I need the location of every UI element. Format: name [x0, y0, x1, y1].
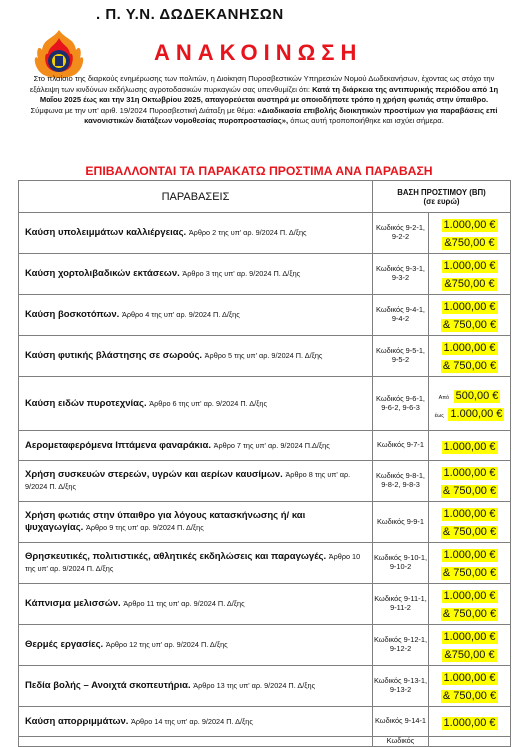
fine-cell	[429, 461, 511, 502]
intro-p2-bold: «Διαδικασία επιβολής διοικητικών προστίμων για παραβάσεις επί κανονιστικών διατάξεων νομοθεσίας πυροπροστασίας»,	[84, 105, 498, 126]
fines-headline: ΕΠΙΒΑΛΛΟΝΤΑΙ ΤΑ ΠΑΡΑΚΑΤΩ ΠΡΟΣΤΙΜΑ ΑΝΑ ΠΑΡΑΒΑΣΗ	[85, 164, 433, 178]
violation-cell	[19, 666, 373, 707]
agency-title: . Π. Υ.Ν. ΔΩΔΕΚΑΝΗΣΩΝ	[96, 6, 284, 23]
fine-amount-secondary: & 750,00 €	[442, 485, 497, 497]
table-row	[19, 461, 511, 502]
table-row	[19, 625, 511, 666]
violation-code: Κωδικός 9-3-1, 9-3-2	[373, 254, 429, 295]
violation-article: Άρθρο 14 της υπ' αρ. 9/2024 Π. Δ/ξης	[131, 716, 253, 726]
violation-cell	[19, 213, 373, 254]
table-row	[19, 431, 511, 461]
fines-table	[18, 180, 511, 747]
table-row	[19, 336, 511, 377]
violation-name: Καύση ειδών πυροτεχνίας.	[25, 397, 147, 409]
violation-name: Καύση απορριμμάτων.	[25, 715, 129, 727]
col-base-unit: (σε ευρώ)	[423, 196, 460, 206]
violation-cell	[19, 707, 373, 737]
violation-name: Καύση βοσκοτόπων.	[25, 309, 120, 320]
fine-amount-primary: 1.000,00 €	[443, 631, 496, 643]
col-base-header	[373, 181, 511, 213]
fine-amount-secondary: & 750,00 €	[442, 319, 497, 331]
fine-cell	[429, 666, 511, 707]
violation-article: Άρθρο 8 της υπ' αρ. 9/2024 Π. Δ/ξης	[25, 470, 351, 491]
fine-cell	[429, 295, 511, 336]
table-row	[19, 213, 511, 254]
violation-cell	[19, 737, 373, 747]
fine-amount-primary: 1.000,00 €	[443, 467, 496, 479]
announcement-title: ΑΝΑΚΟΙΝΩΣΗ	[154, 40, 363, 65]
violation-name: Χρήση φωτιάς στην ύπαιθρο για λόγους κατασκήνωσης ή/ και ψυχαγωγίας.	[25, 510, 306, 533]
fine-to-label: έως	[434, 412, 444, 419]
violation-article: Άρθρο 11 της υπ' αρ. 9/2024 Π. Δ/ξης	[123, 599, 245, 608]
fine-amount-secondary: & 750,00 €	[442, 567, 497, 579]
fine-amount-primary: 1.000,00 €	[443, 508, 496, 520]
fine-cell	[429, 431, 511, 461]
violation-article: Άρθρο 7 της υπ' αρ. 9/2024 Π.Δ/ξης	[213, 440, 330, 450]
violation-cell	[19, 543, 373, 584]
violation-name: Χρήση συσκευών στερεών, υγρών και αερίων καυσίμων.	[25, 469, 283, 480]
fine-cell	[429, 625, 511, 666]
violation-article: Άρθρο 9 της υπ' αρ. 9/2024 Π. Δ/ξης	[85, 523, 204, 532]
fine-amount-primary: 1.000,00 €	[443, 260, 496, 272]
fine-amount-primary: 1.000,00 €	[443, 672, 496, 684]
violation-article: Άρθρο 13 της υπ' αρ. 9/2024 Π. Δ/ξης	[193, 681, 316, 690]
violation-cell	[19, 336, 373, 377]
fine-cell	[429, 213, 511, 254]
violation-article: Άρθρο 4 της υπ' αρ. 9/2024 Π. Δ/ξης	[121, 310, 240, 319]
violation-cell	[19, 584, 373, 625]
fine-cell	[429, 502, 511, 543]
intro-p2-end: όπως αυτή τροποποιήθηκε και ισχύει σήμερα.	[290, 116, 444, 126]
fine-amount-primary: 1.000,00 €	[443, 342, 496, 354]
fine-amount-primary: 1.000,00 €	[443, 590, 496, 602]
violation-name: Θερμές εργασίες.	[25, 639, 104, 650]
intro-p2: Σύμφωνα με την υπ' αριθ. 19/2024 Πυροσβεστική Διάταξη με θέμα:	[30, 105, 256, 115]
violation-code: Κωδικός 9-9-1	[373, 502, 429, 543]
violation-cell	[19, 295, 373, 336]
intro-p1: Στο πλαίσιο της διαρκούς ενημέρωσης των πολιτών, η Διοίκηση Πυροσβεστικών Υπηρεσιών Νομού Δωδεκανήσων, έχοντας ως στόχο την εξάλειψη των κινδύνων εκδήλωσης αγροτοδασικών πυρκαγιών σας υπενθυμίζει ότι:	[29, 74, 495, 94]
violation-article: Άρθρο 3 της υπ' αρ. 9/2024 Π. Δ/ξης	[182, 269, 301, 278]
table-row	[19, 377, 511, 431]
fine-amount-primary: 500,00 €	[455, 389, 499, 402]
intro-text	[20, 74, 508, 127]
violation-name: Αερομεταφερόμενα Ιπτάμενα φαναράκια.	[25, 439, 211, 451]
fine-amount-secondary: &750,00 €	[444, 278, 495, 290]
violation-article: Άρθρο 6 της υπ' αρ. 9/2024 Π. Δ/ξης	[149, 398, 267, 408]
fine-amount-secondary: & 750,00 €	[442, 526, 497, 538]
violation-code: Κωδικός 9-7-1	[373, 431, 429, 461]
violation-code: Κωδικός 9-8-1, 9-8-2, 9-8-3	[373, 461, 429, 502]
violation-code: Κωδικός 9-6-1, 9-6-2, 9-6-3	[373, 377, 429, 431]
violation-code: Κωδικός 9-2-1, 9-2-2	[373, 213, 429, 254]
violation-name: Πεδία βολής – Ανοιχτά σκοπευτήρια.	[25, 680, 191, 691]
fine-amount-secondary: &750,00 €	[444, 649, 495, 661]
violation-name: Καύση χορτολιβαδικών εκτάσεων.	[25, 268, 180, 279]
fine-amount-primary: 1.000,00 €	[443, 549, 496, 561]
violation-cell	[19, 254, 373, 295]
intro-p1-bold: Κατά τη διάρκεια της αντιπυρικής περιόδου από 1η Μαΐου 2025 έως και την 31η Οκτωβρίου 2025, απαγορεύεται αυστηρά με οποιοδήποτε τρόπο η χρήση φωτιάς στην ύπαιθρο.	[39, 84, 499, 105]
violation-code: Κωδικός 9-5-1, 9-5-2	[373, 336, 429, 377]
col-base-title: ΒΑΣΗ ΠΡΟΣΤΙΜΟΥ (ΒΠ)	[397, 187, 486, 197]
fine-amount-secondary: &750,00 €	[444, 237, 495, 249]
violation-name: Καύση υπολειμμάτων καλλιέργειας.	[25, 227, 187, 238]
fine-amount-secondary: 1.000,00 €	[450, 407, 503, 420]
fine-cell	[429, 737, 511, 747]
table-row	[19, 737, 511, 747]
violation-article: Άρθρο 2 της υπ' αρ. 9/2024 Π. Δ/ξης	[188, 228, 307, 237]
fine-cell	[429, 584, 511, 625]
violation-cell	[19, 431, 373, 461]
violation-cell	[19, 625, 373, 666]
violation-code: Κωδικός 9-14-1	[373, 707, 429, 737]
violation-code: Κωδικός 9-10-1, 9-10-2	[373, 543, 429, 584]
violation-code: Κωδικός 9-13-1, 9-13-2	[373, 666, 429, 707]
table-header-row	[19, 181, 511, 213]
table-row	[19, 502, 511, 543]
violation-article: Άρθρο 5 της υπ' αρ. 9/2024 Π. Δ/ξης	[204, 351, 323, 360]
col-violations-header: ΠΑΡΑΒΑΣΕΙΣ	[19, 181, 373, 213]
fine-cell	[429, 254, 511, 295]
fine-cell	[429, 336, 511, 377]
fine-amount-primary: 1.000,00 €	[443, 219, 496, 231]
fine-cell	[429, 707, 511, 737]
violation-article: Άρθρο 12 της υπ' αρ. 9/2024 Π. Δ/ξης	[105, 640, 228, 649]
table-row	[19, 584, 511, 625]
fine-from-label: Από	[438, 394, 450, 401]
table-row	[19, 707, 511, 737]
violation-cell	[19, 502, 373, 543]
fine-amount-primary: 1.000,00 €	[443, 440, 496, 453]
fine-amount-secondary: & 750,00 €	[442, 608, 497, 620]
violation-name: Καύση φυτικής βλάστησης σε σωρούς.	[25, 350, 203, 361]
fine-amount-primary: 1.000,00 €	[443, 716, 496, 729]
violation-code: Κωδικός	[373, 737, 429, 747]
violation-article: Άρθρο 10 της υπ' αρ. 9/2024 Π. Δ/ξης	[25, 552, 361, 573]
table-row	[19, 295, 511, 336]
table-row	[19, 254, 511, 295]
violation-cell	[19, 377, 373, 431]
fine-amount-primary: 1.000,00 €	[443, 301, 496, 313]
violation-code: Κωδικός 9-12-1, 9-12-2	[373, 625, 429, 666]
violation-code: Κωδικός 9-11-1, 9-11-2	[373, 584, 429, 625]
fine-cell	[429, 377, 511, 431]
table-row	[19, 666, 511, 707]
violation-name: Θρησκευτικές, πολιτιστικές, αθλητικές εκδηλώσεις και παραγωγές.	[25, 551, 327, 562]
fine-amount-secondary: & 750,00 €	[442, 690, 497, 702]
fine-amount-secondary: & 750,00 €	[442, 360, 497, 372]
violation-name: Κάπνισμα μελισσών.	[25, 598, 121, 609]
violation-cell	[19, 461, 373, 502]
table-row	[19, 543, 511, 584]
fine-cell	[429, 543, 511, 584]
violation-code: Κωδικός 9-4-1, 9-4-2	[373, 295, 429, 336]
